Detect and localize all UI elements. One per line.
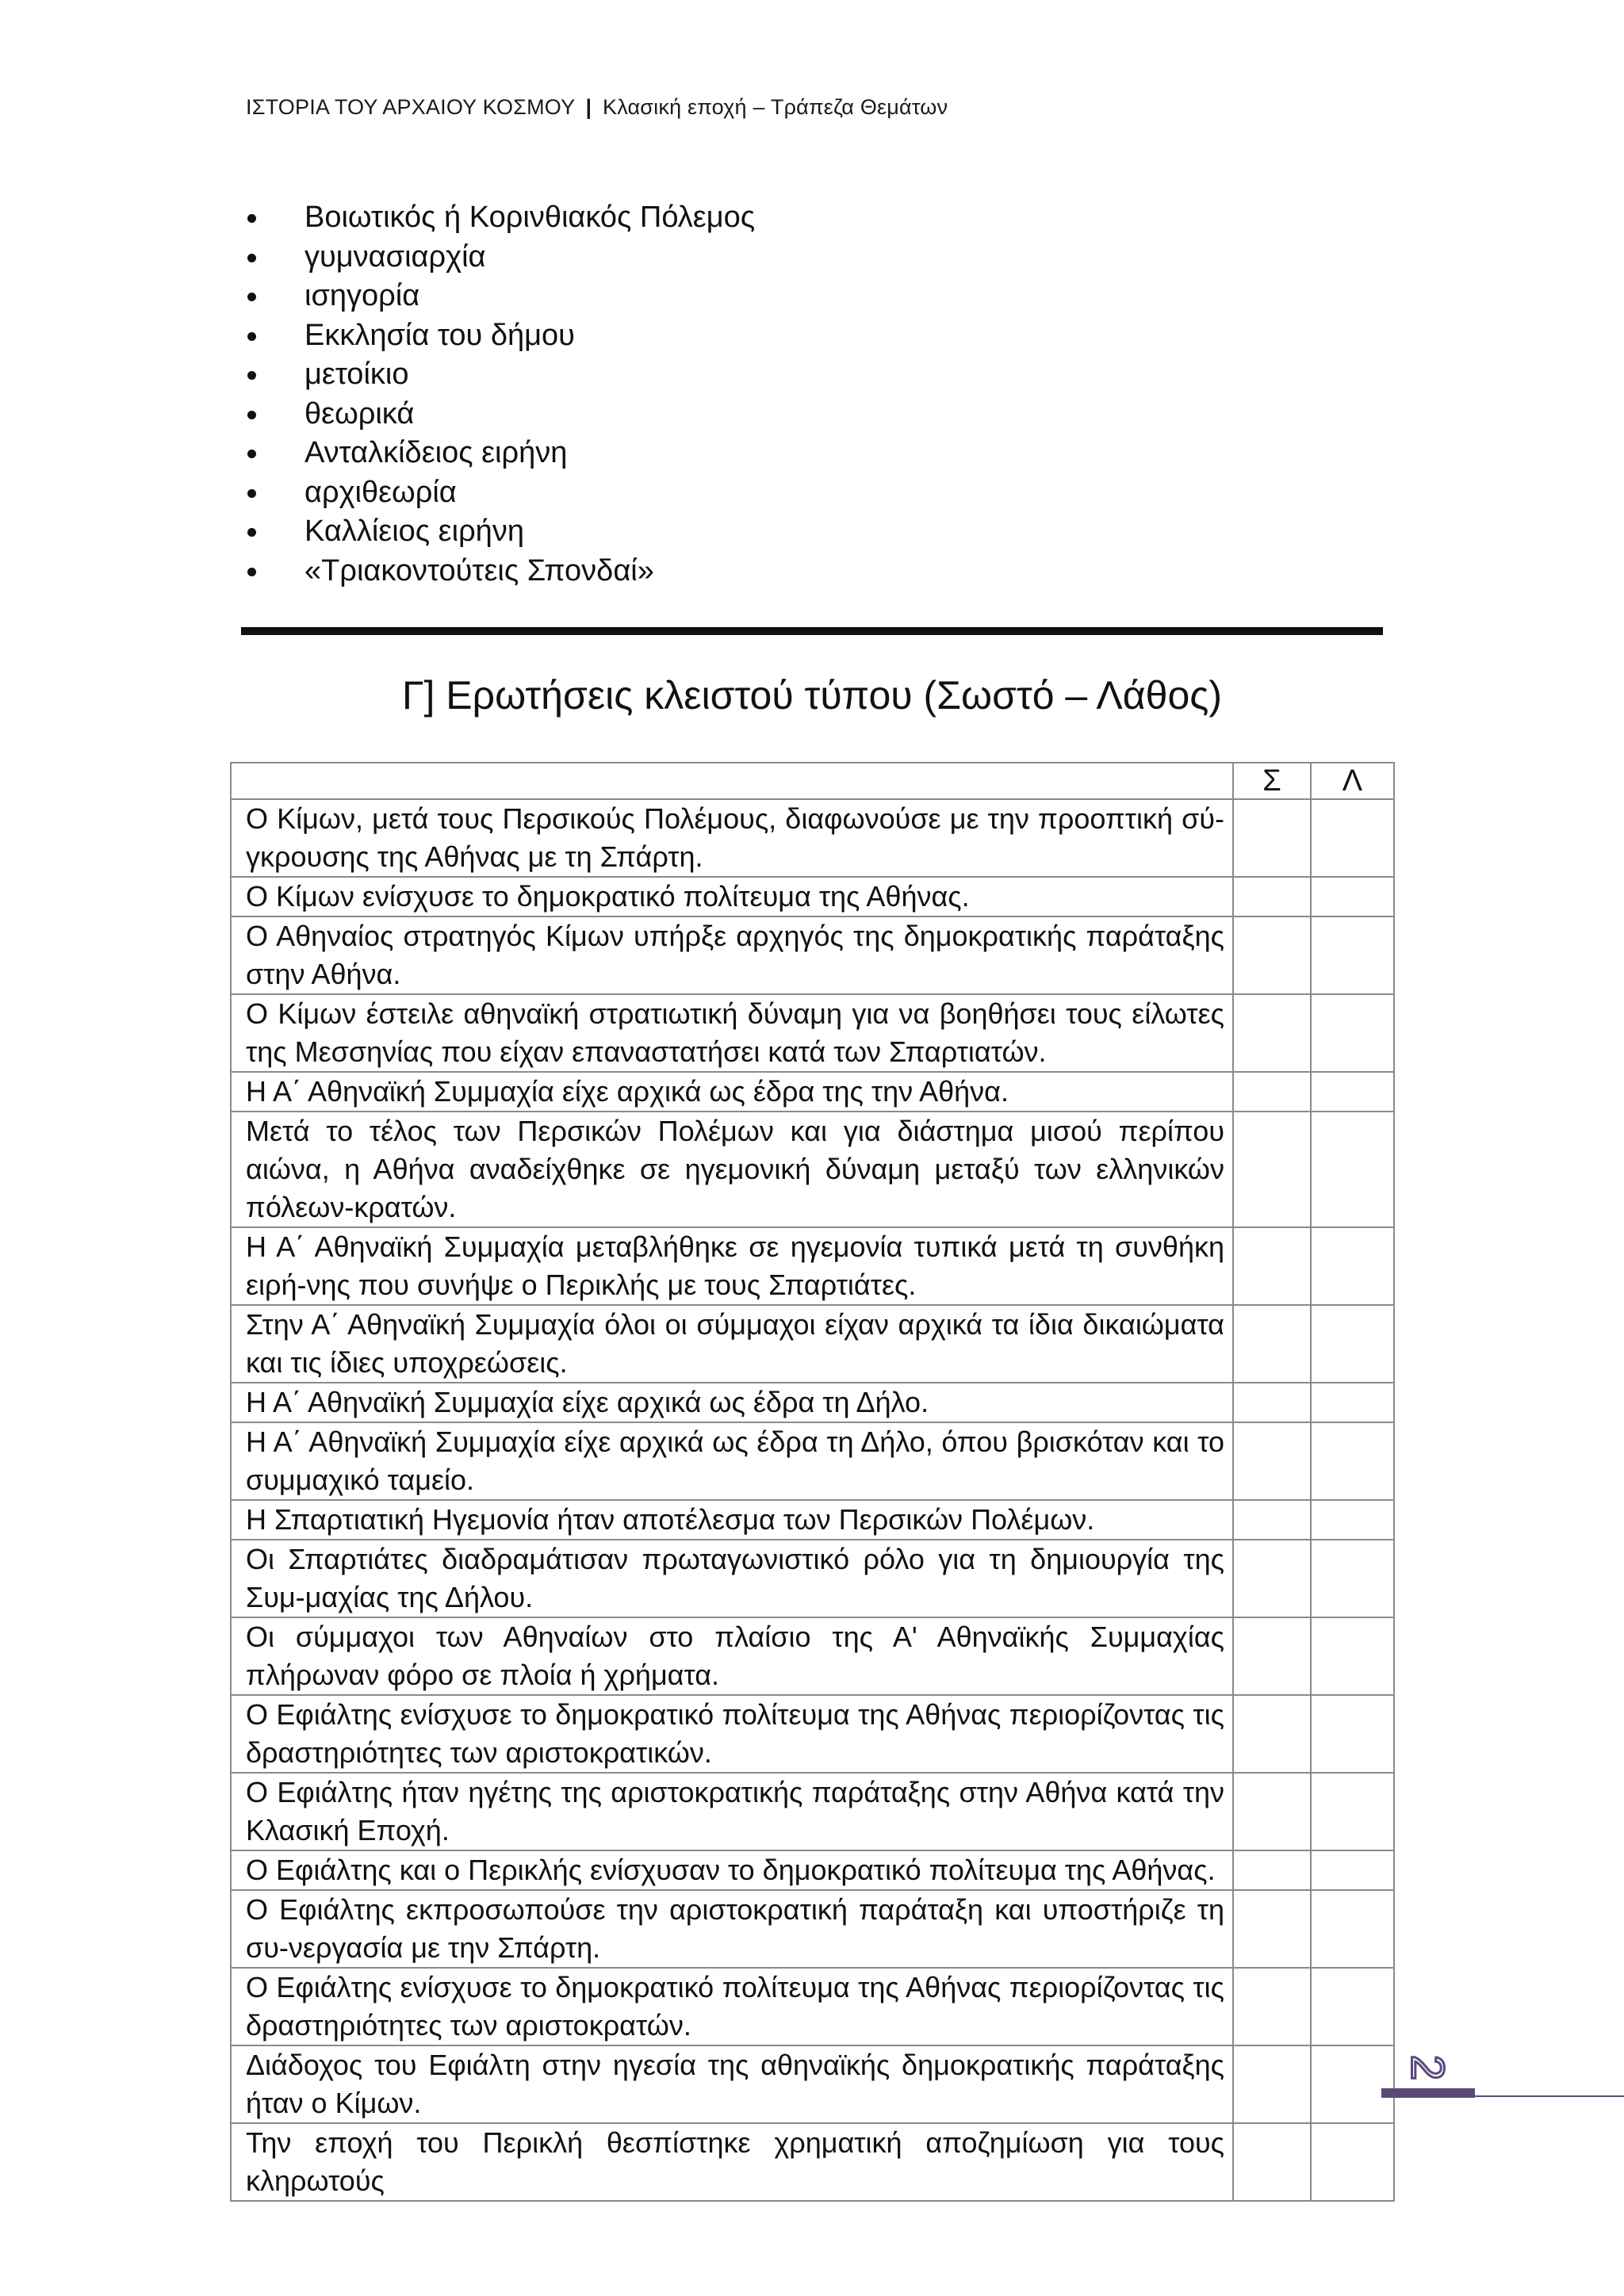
statement-cell: Ο Αθηναίος στρατηγός Κίμων υπήρξε αρχηγός της δημοκρατικής παράταξης στην Αθήνα. [231,916,1233,994]
list-item-text: Ανταλκίδειος ειρήνη [304,436,568,469]
list-item [238,434,755,473]
false-answer-cell[interactable] [1311,1890,1394,1968]
false-answer-cell[interactable] [1311,1227,1394,1305]
page-number-text: 2 [1401,2054,1454,2081]
list-item-text: ισηγορία [304,279,420,312]
bullet-icon [247,254,256,262]
list-item [238,316,755,356]
header-title: ΙΣΤΟΡΙΑ ΤΟΥ ΑΡΧΑΙΟΥ ΚΟΣΜΟΥ [246,95,575,119]
list-item [238,395,755,434]
list-item-text: Βοιωτικός ή Κορινθιακός Πόλεμος [304,201,756,234]
list-item [238,198,755,238]
true-answer-cell[interactable] [1233,1305,1311,1383]
false-answer-cell[interactable] [1311,1422,1394,1500]
false-answer-cell[interactable] [1311,2123,1394,2201]
table-row [231,1540,1394,1617]
bullet-icon [247,371,256,380]
table-row [231,877,1394,916]
page-footer-line [1475,2095,1624,2097]
table-row [231,1617,1394,1695]
list-item [238,355,755,395]
true-false-table [230,762,1395,2202]
statement-cell: Ο Εφιάλτης εκπροσωπούσε την αριστοκρατική παράταξη και υποστήριζε τη συ-νεργασία με την Σπάρτη. [231,1890,1233,1968]
table-row [231,1773,1394,1850]
list-item [238,238,755,277]
false-answer-cell[interactable] [1311,1968,1394,2045]
false-answer-cell[interactable] [1311,1383,1394,1422]
true-answer-cell[interactable] [1233,1968,1311,2045]
table-row [231,1305,1394,1383]
list-item-text: γυμνασιαρχία [304,239,486,274]
true-answer-cell[interactable] [1233,1500,1311,1540]
statement-cell: Ο Κίμων ενίσχυσε το δημοκρατικό πολίτευμα της Αθήνας. [231,877,1233,916]
true-answer-cell[interactable] [1233,1695,1311,1773]
true-answer-cell[interactable] [1233,1383,1311,1422]
table-row [231,1383,1394,1422]
statement-cell: Μετά το τέλος των Περσικών Πολέμων και για διάστημα μισού περίπου αιώνα, η Αθήνα αναδείχθηκε σε ηγεμονική δύναμη μεταξύ των ελληνικών πόλεων-κρατών. [231,1112,1233,1227]
list-item [238,277,755,316]
table-row [231,1695,1394,1773]
table-row [231,1072,1394,1112]
header-true: Σ [1233,763,1311,799]
statement-cell: Την εποχή του Περικλή θεσπίστηκε χρηματική αποζημίωση για τους κληρωτούς [231,2123,1233,2201]
section-title: Γ] Ερωτήσεις κλειστού τύπου (Σωστό – Λάθος) [401,673,1223,718]
bullet-icon [247,214,256,223]
true-answer-cell[interactable] [1233,2045,1311,2123]
section-divider [241,627,1383,635]
statement-cell: Οι σύμμαχοι των Αθηναίων στο πλαίσιο της Α' Αθηναϊκής Συμμαχίας πλήρωναν φόρο σε πλοία ή χρήματα. [231,1617,1233,1695]
table-row [231,1968,1394,2045]
list-item-text: Καλλίειος ειρήνη [304,515,524,548]
table-header-row [231,763,1394,799]
header-subtitle: Κλασική εποχή – Τράπεζα Θεμάτων [603,95,948,119]
statement-cell: Ο Κίμων έστειλε αθηναϊκή στρατιωτική δύναμη για να βοηθήσει τους είλωτες της Μεσσηνίας που είχαν επαναστατήσει κατά των Σπαρτιατών. [231,994,1233,1072]
false-answer-cell[interactable] [1311,1617,1394,1695]
bullet-icon [247,489,256,498]
bullet-icon [247,568,256,576]
statement-cell: Η Α΄ Αθηναϊκή Συμμαχία μεταβλήθηκε σε ηγεμονία τυπικά μετά τη συνθήκη ειρή-νης που συνήψε ο Περικλής με τους Σπαρτιάτες. [231,1227,1233,1305]
list-item [238,473,755,513]
false-answer-cell[interactable] [1311,916,1394,994]
statement-cell: Ο Εφιάλτης ενίσχυσε το δημοκρατικό πολίτευμα της Αθήνας περιορίζοντας τις δραστηριότητες των αριστοκρατικών. [231,1695,1233,1773]
false-answer-cell[interactable] [1311,1540,1394,1617]
bullet-icon [247,528,256,537]
bullet-icon [247,450,256,458]
list-item-text: μετοίκιο [304,358,409,391]
running-header [246,95,948,120]
statement-cell: Στην Α΄ Αθηναϊκή Συμμαχία όλοι οι σύμμαχοι είχαν αρχικά τα ίδια δικαιώματα και τις ίδιες υποχρεώσεις. [231,1305,1233,1383]
true-answer-cell[interactable] [1233,1422,1311,1500]
true-answer-cell[interactable] [1233,877,1311,916]
true-answer-cell[interactable] [1233,1850,1311,1890]
true-answer-cell[interactable] [1233,1890,1311,1968]
table-row [231,916,1394,994]
table-row [231,1890,1394,1968]
false-answer-cell[interactable] [1311,1695,1394,1773]
table-row [231,1227,1394,1305]
table-row [231,1422,1394,1500]
statement-cell: Ο Εφιάλτης και ο Περικλής ενίσχυσαν το δημοκρατικό πολίτευμα της Αθήνας. [231,1850,1233,1890]
list-item-text: Εκκλησία του δήμου [304,318,575,352]
table-row [231,1850,1394,1890]
true-answer-cell[interactable] [1233,994,1311,1072]
table-row [231,799,1394,877]
header-blank-cell [231,763,1233,799]
table-row [231,1500,1394,1540]
true-answer-cell[interactable] [1233,1227,1311,1305]
true-answer-cell[interactable] [1233,1617,1311,1695]
table-row [231,2045,1394,2123]
page-footer-bar [1381,2088,1475,2098]
list-item-text: αρχιθεωρία [304,475,457,509]
statement-cell: Η Α΄ Αθηναϊκή Συμμαχία είχε αρχικά ως έδρα τη Δήλο, όπου βρισκόταν και το συμμαχικό ταμείο. [231,1422,1233,1500]
false-answer-cell[interactable] [1311,799,1394,877]
bullet-icon [247,411,256,419]
false-answer-cell[interactable] [1311,877,1394,916]
true-answer-cell[interactable] [1233,2123,1311,2201]
list-item [238,552,755,591]
bullet-icon [247,332,256,341]
statement-cell: Ο Κίμων, μετά τους Περσικούς Πολέμους, διαφωνούσε με την προοπτική σύ-γκρουσης της Αθήνας με τη Σπάρτη. [231,799,1233,877]
false-answer-cell[interactable] [1311,1305,1394,1383]
table-row [231,994,1394,1072]
true-answer-cell[interactable] [1233,1072,1311,1112]
statement-cell: Η Α΄ Αθηναϊκή Συμμαχία είχε αρχικά ως έδρα της την Αθήνα. [231,1072,1233,1112]
table-row [231,2123,1394,2201]
list-item-text: θεωρικά [304,396,415,430]
true-answer-cell[interactable] [1233,1773,1311,1850]
list-item [238,512,755,552]
header-separator: | [585,95,592,119]
false-answer-cell[interactable] [1311,1112,1394,1227]
false-answer-cell[interactable] [1311,1072,1394,1112]
statement-cell: Ο Εφιάλτης ήταν ηγέτης της αριστοκρατικής παράταξης στην Αθήνα κατά την Κλασική Εποχή. [231,1773,1233,1850]
false-answer-cell[interactable] [1311,2045,1394,2123]
false-answer-cell[interactable] [1311,1500,1394,1540]
statement-cell: Διάδοχος του Εφιάλτη στην ηγεσία της αθηναϊκής δημοκρατικής παράταξης ήταν ο Κίμων. [231,2045,1233,2123]
terms-list [238,198,755,591]
statement-cell: Η Σπαρτιατική Ηγεμονία ήταν αποτέλεσμα των Περσικών Πολέμων. [231,1500,1233,1540]
false-answer-cell[interactable] [1311,994,1394,1072]
statement-cell: Οι Σπαρτιάτες διαδραμάτισαν πρωταγωνιστικό ρόλο για τη δημιουργία της Συμ-μαχίας της Δήλου. [231,1540,1233,1617]
statement-cell: Η Α΄ Αθηναϊκή Συμμαχία είχε αρχικά ως έδρα τη Δήλο. [231,1383,1233,1422]
false-answer-cell[interactable] [1311,1773,1394,1850]
true-answer-cell[interactable] [1233,1540,1311,1617]
header-false: Λ [1311,763,1394,799]
page-number [1392,2044,1456,2091]
bullet-icon [247,293,256,301]
false-answer-cell[interactable] [1311,1850,1394,1890]
true-answer-cell[interactable] [1233,799,1311,877]
list-item-text: «Τριακοντούτεις Σπονδαί» [304,553,654,587]
statement-cell: Ο Εφιάλτης ενίσχυσε το δημοκρατικό πολίτευμα της Αθήνας περιορίζοντας τις δραστηριότητες των αριστοκρατών. [231,1968,1233,2045]
table-row [231,1112,1394,1227]
true-answer-cell[interactable] [1233,916,1311,994]
true-answer-cell[interactable] [1233,1112,1311,1227]
